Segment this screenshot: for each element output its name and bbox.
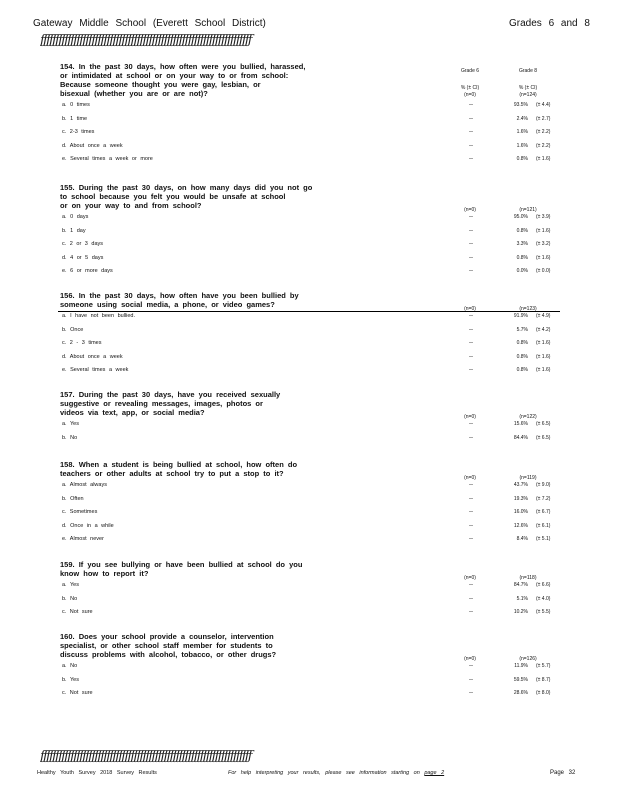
grade8-ci: (± 8.7) — [536, 676, 551, 683]
option-label: c. 2-3 times — [62, 129, 95, 135]
question-number: 160. — [60, 632, 75, 641]
grade8-ci: (± 6.5) — [536, 434, 551, 441]
grade8-percent: 84.7% — [513, 582, 528, 588]
grade8-ci: (± 7.2) — [536, 495, 551, 502]
option-label: e. Almost never — [62, 536, 104, 542]
bottom-rule: ƒƒƒƒƒƒƒƒƒƒƒƒƒƒƒƒƒƒƒƒƒƒƒƒƒƒƒƒƒƒƒƒƒƒƒƒƒƒƒƒƒƒƒƒƒƒƒƒƒƒƒƒƒƒƒƒƒƒƒƒƒƒƒƒƒƒƒƒƒƒ — [40, 750, 251, 764]
question-body: When a student is being bullied at school, how often do teachers or other adults at school try to put a stop to it? — [60, 460, 298, 478]
grade6-n: (n=0) — [464, 656, 476, 662]
option-label: e. 6 or more days — [62, 268, 113, 274]
grade8-ci: (± 1.6) — [536, 340, 551, 346]
grade8-ci: (± 4.9) — [536, 313, 551, 319]
grade6-value: -- — [469, 509, 473, 515]
grade8-ci: (± 4.4) — [536, 102, 551, 108]
grade6-value: -- — [469, 536, 473, 542]
grade6-value: -- — [469, 582, 473, 588]
grade6-value: -- — [469, 676, 473, 683]
grade6-value: -- — [469, 663, 473, 669]
option-label: a. Almost always — [62, 482, 107, 488]
grade6-n: (n=0) — [464, 575, 476, 581]
grade6-value: -- — [469, 690, 473, 696]
question-text — [60, 632, 330, 659]
grade8-ci: (± 6.6) — [536, 582, 551, 588]
option-label: d. About once a week — [62, 142, 123, 149]
grade8-percent: 0.8% — [516, 254, 528, 261]
option-label: b. 1 time — [62, 115, 88, 122]
grade8-ci: (± 2.7) — [536, 115, 551, 122]
grade8-percent: 15.6% — [513, 421, 528, 427]
grade6-n: (n=0) — [464, 306, 476, 312]
question-text — [60, 62, 330, 98]
footer-survey-name: Healthy Youth Survey 2018 Survey Results — [37, 770, 157, 776]
page-number: Page 32 — [550, 770, 576, 776]
grade8-n: (n=122) — [519, 414, 537, 420]
option-label: b. No — [62, 595, 78, 602]
option-label: a. 0 days — [62, 214, 89, 220]
question-number: 156. — [60, 291, 75, 300]
grade8-ci: (± 9.0) — [536, 482, 551, 488]
grade8-percent: 28.6% — [513, 690, 528, 696]
grade6-n: (n=0) — [464, 475, 476, 481]
option-label: c. 2 or 3 days — [62, 241, 104, 247]
question-body: In the past 30 days, how often were you bullied, harassed, or intimidated at school or on your way to or from school: Because someone thought you were gay, lesbian, or bisexual (whether you are or are not)? — [60, 62, 306, 98]
grade8-ci: (± 6.7) — [536, 509, 551, 515]
option-label: a. I have not been bullied. — [62, 313, 135, 319]
grade8-percent: 0.8% — [516, 227, 528, 234]
grade8-percent: 0.8% — [516, 340, 528, 346]
footer-help-label: For help interpreting your results, please see information starting on — [228, 770, 420, 776]
option-label: c. Not sure — [62, 690, 93, 696]
grade8-ci: (± 1.6) — [536, 227, 551, 234]
grade6-value: -- — [469, 495, 473, 502]
grade8-percent: 5.7% — [516, 326, 528, 333]
option-label: b. Often — [62, 495, 84, 502]
grade6-value: -- — [469, 156, 473, 162]
option-label: e. Several times a week or more — [62, 156, 153, 162]
grade6-value: -- — [469, 115, 473, 122]
question-number: 155. — [60, 183, 75, 192]
grade8-ci: (± 4.0) — [536, 595, 551, 602]
grade8-percent: 5.1% — [516, 595, 528, 602]
grade8-percent: 19.3% — [513, 495, 528, 502]
grades-label: Grades 6 and 8 — [509, 18, 590, 29]
grade6-pct-ci-header: % (± CI) — [460, 85, 480, 91]
option-label: e. Several times a week — [62, 367, 129, 373]
grade8-percent: 59.5% — [513, 676, 528, 683]
grade8-percent: 0.8% — [516, 367, 528, 373]
grade8-ci: (± 1.6) — [536, 254, 551, 261]
grade8-ci: (± 6.1) — [536, 522, 551, 529]
option-label: b. Once — [62, 326, 84, 333]
grade6-value: -- — [469, 340, 473, 346]
grade8-ci: (± 3.2) — [536, 241, 551, 247]
grade8-ci: (± 5.5) — [536, 609, 551, 615]
option-label: c. Sometimes — [62, 509, 98, 515]
grade6-value: -- — [469, 313, 473, 319]
grade8-percent: 3.3% — [516, 241, 528, 247]
option-label: a. Yes — [62, 582, 79, 588]
question-text — [60, 390, 330, 417]
grade8-ci: (± 4.2) — [536, 326, 551, 333]
grade8-percent: 1.6% — [516, 142, 528, 149]
option-label: a. Yes — [62, 421, 79, 427]
grade8-percent: 95.0% — [513, 214, 528, 220]
grade8-ci: (± 2.2) — [536, 129, 551, 135]
grade8-ci: (± 0.0) — [536, 268, 551, 274]
grade8-ci: (± 1.6) — [536, 367, 551, 373]
footer-help-text — [228, 770, 444, 776]
grade8-n: (n=123) — [519, 306, 537, 312]
grade6-n: (n=0) — [464, 92, 476, 98]
grade6-value: -- — [469, 353, 473, 360]
grade8-percent: 0.0% — [516, 268, 528, 274]
grade6-value: -- — [469, 227, 473, 234]
grade8-header: Grade 8 — [518, 68, 538, 74]
grade8-percent: 10.2% — [513, 609, 528, 615]
grade6-n: (n=0) — [464, 207, 476, 213]
grade8-percent: 11.9% — [514, 663, 528, 669]
grade6-header: Grade 6 — [460, 68, 480, 74]
question-text — [60, 460, 330, 478]
option-label: d. About once a week — [62, 353, 123, 360]
question-number: 159. — [60, 560, 75, 569]
option-label: d. Once in a while — [62, 522, 114, 529]
question-text — [60, 291, 330, 309]
question-number: 158. — [60, 460, 75, 469]
footer-page-link[interactable]: page 2 — [424, 770, 445, 776]
option-label: d. 4 or 5 days — [62, 254, 104, 261]
question-text — [60, 560, 330, 578]
grade8-ci: (± 2.2) — [536, 142, 551, 149]
option-label: b. No — [62, 434, 78, 441]
grade6-value: -- — [469, 595, 473, 602]
grade8-n: (n=121) — [519, 207, 537, 213]
question-body: In the past 30 days, how often have you been bullied by someone using social media, a phone, or video games? — [60, 291, 299, 309]
grade6-value: -- — [469, 421, 473, 427]
grade8-n: (n=118) — [519, 575, 537, 581]
grade6-value: -- — [469, 241, 473, 247]
grade8-ci: (± 1.6) — [536, 156, 551, 162]
grade8-n: (n=126) — [519, 656, 537, 662]
grade8-percent: 0.8% — [516, 353, 528, 360]
grade8-percent: 8.4% — [516, 536, 528, 542]
grade8-percent: 12.6% — [513, 522, 528, 529]
option-label: c. 2 - 3 times — [62, 340, 102, 346]
grade8-ci: (± 6.5) — [536, 421, 551, 427]
grade6-value: -- — [469, 326, 473, 333]
grade8-percent: 93.5% — [513, 102, 528, 108]
question-body: Does your school provide a counselor, intervention specialist, or other school staff member for students to discuss problems with alcohol, tobacco, or other drugs? — [60, 632, 277, 659]
question-number: 157. — [60, 390, 75, 399]
report-title: Gateway Middle School (Everett School District) — [33, 18, 266, 29]
option-label: c. Not sure — [62, 609, 93, 615]
question-body: During the past 30 days, on how many days did you not go to school because you felt you would be unsafe at school or on your way to and from school? — [60, 183, 313, 210]
grade8-percent: 0.8% — [516, 156, 528, 162]
grade6-value: -- — [469, 434, 473, 441]
grade8-ci: (± 5.1) — [536, 536, 551, 542]
grade8-ci: (± 8.0) — [536, 690, 551, 696]
grade8-percent: 84.4% — [513, 434, 528, 441]
question-body: During the past 30 days, have you received sexually suggestive or revealing messages, images, photos or videos via text, app, or social media? — [60, 390, 281, 417]
grade6-value: -- — [469, 129, 473, 135]
option-label: b. 1 day — [62, 227, 86, 234]
grade8-percent: 1.6% — [516, 129, 528, 135]
grade6-value: -- — [469, 268, 473, 274]
grade8-percent: 43.7% — [513, 482, 528, 488]
grade6-value: -- — [469, 367, 473, 373]
grade8-n: (n=119) — [519, 475, 537, 481]
question-body: If you see bullying or have been bullied at school do you know how to report it? — [60, 560, 303, 578]
question-text — [60, 183, 330, 210]
grade6-value: -- — [469, 142, 473, 149]
grade8-ci: (± 5.7) — [536, 663, 551, 669]
grade6-value: -- — [469, 214, 473, 220]
grade6-value: -- — [469, 482, 473, 488]
grade6-value: -- — [469, 609, 473, 615]
grade8-percent: 91.9% — [513, 313, 528, 319]
option-label: b. Yes — [62, 676, 79, 683]
grade8-percent: 16.0% — [513, 509, 528, 515]
grade6-n: (n=0) — [464, 414, 476, 420]
grade8-pct-ci-header: % (± CI) — [518, 85, 538, 91]
grade8-ci: (± 3.9) — [536, 214, 551, 220]
top-rule: ƒƒƒƒƒƒƒƒƒƒƒƒƒƒƒƒƒƒƒƒƒƒƒƒƒƒƒƒƒƒƒƒƒƒƒƒƒƒƒƒƒƒƒƒƒƒƒƒƒƒƒƒƒƒƒƒƒƒƒƒƒƒƒƒƒƒƒƒƒƒ — [40, 34, 251, 48]
grade6-value: -- — [469, 254, 473, 261]
grade8-percent: 2.4% — [516, 115, 528, 122]
grade6-value: -- — [469, 102, 473, 108]
question-number: 154. — [60, 62, 75, 71]
grade8-ci: (± 1.6) — [536, 353, 551, 360]
grade8-n: (n=124) — [519, 92, 537, 98]
option-label: a. 0 times — [62, 102, 90, 108]
grade6-value: -- — [469, 522, 473, 529]
option-label: a. No — [62, 663, 78, 669]
